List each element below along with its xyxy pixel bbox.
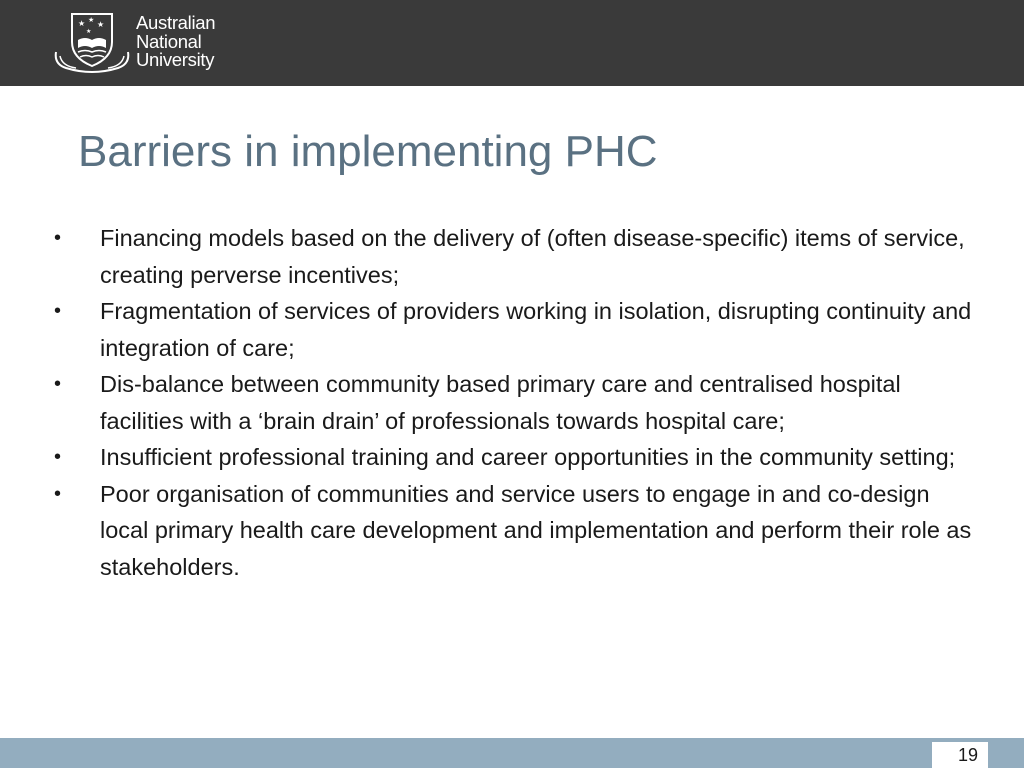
page-number: 19: [957, 745, 978, 765]
bullet-item: [54, 293, 984, 366]
page-number-box: [932, 742, 988, 768]
bullet-list: [54, 220, 984, 585]
svg-text:★: ★: [78, 19, 86, 28]
bullet-icon: •: [54, 300, 62, 322]
slide-title: Barriers in implementing PHC: [78, 127, 658, 176]
header-banner: [0, 0, 1024, 86]
logo-line: Australian: [136, 12, 216, 33]
svg-text:★: ★: [97, 20, 105, 29]
bullet-text: Dis-balance between community based primary care and centralised hospital facilities with a ‘brain drain’ of professionals towards hospital care;: [100, 371, 901, 434]
anu-crest-icon: [52, 12, 132, 74]
bullet-icon: •: [54, 227, 62, 249]
logo-wordmark: [136, 14, 215, 70]
bullet-text: Financing models based on the delivery of (often disease-specific) items of service, creating perverse incentives;: [100, 225, 965, 288]
bullet-icon: •: [54, 373, 62, 395]
bullet-text: Poor organisation of communities and service users to engage in and co-design local primary health care development and implementation and perform their role as stakeholders.: [100, 480, 972, 580]
bullet-item: [54, 439, 984, 476]
svg-text:★: ★: [88, 16, 95, 24]
bullet-item: [54, 366, 984, 439]
logo-line: University: [136, 49, 215, 70]
svg-text:★: ★: [86, 28, 92, 35]
bullet-icon: •: [54, 482, 62, 505]
footer-bar: [0, 738, 1024, 768]
bullet-item: [54, 220, 984, 293]
bullet-text: Fragmentation of services of providers working in isolation, disrupting continuity and integration of care;: [100, 298, 972, 361]
bullet-icon: •: [54, 446, 62, 468]
bullet-item: [54, 476, 984, 586]
bullet-text: Insufficient professional training and career opportunities in the community setting;: [100, 444, 956, 470]
logo-line: National: [136, 30, 202, 52]
university-logo: [52, 12, 232, 74]
